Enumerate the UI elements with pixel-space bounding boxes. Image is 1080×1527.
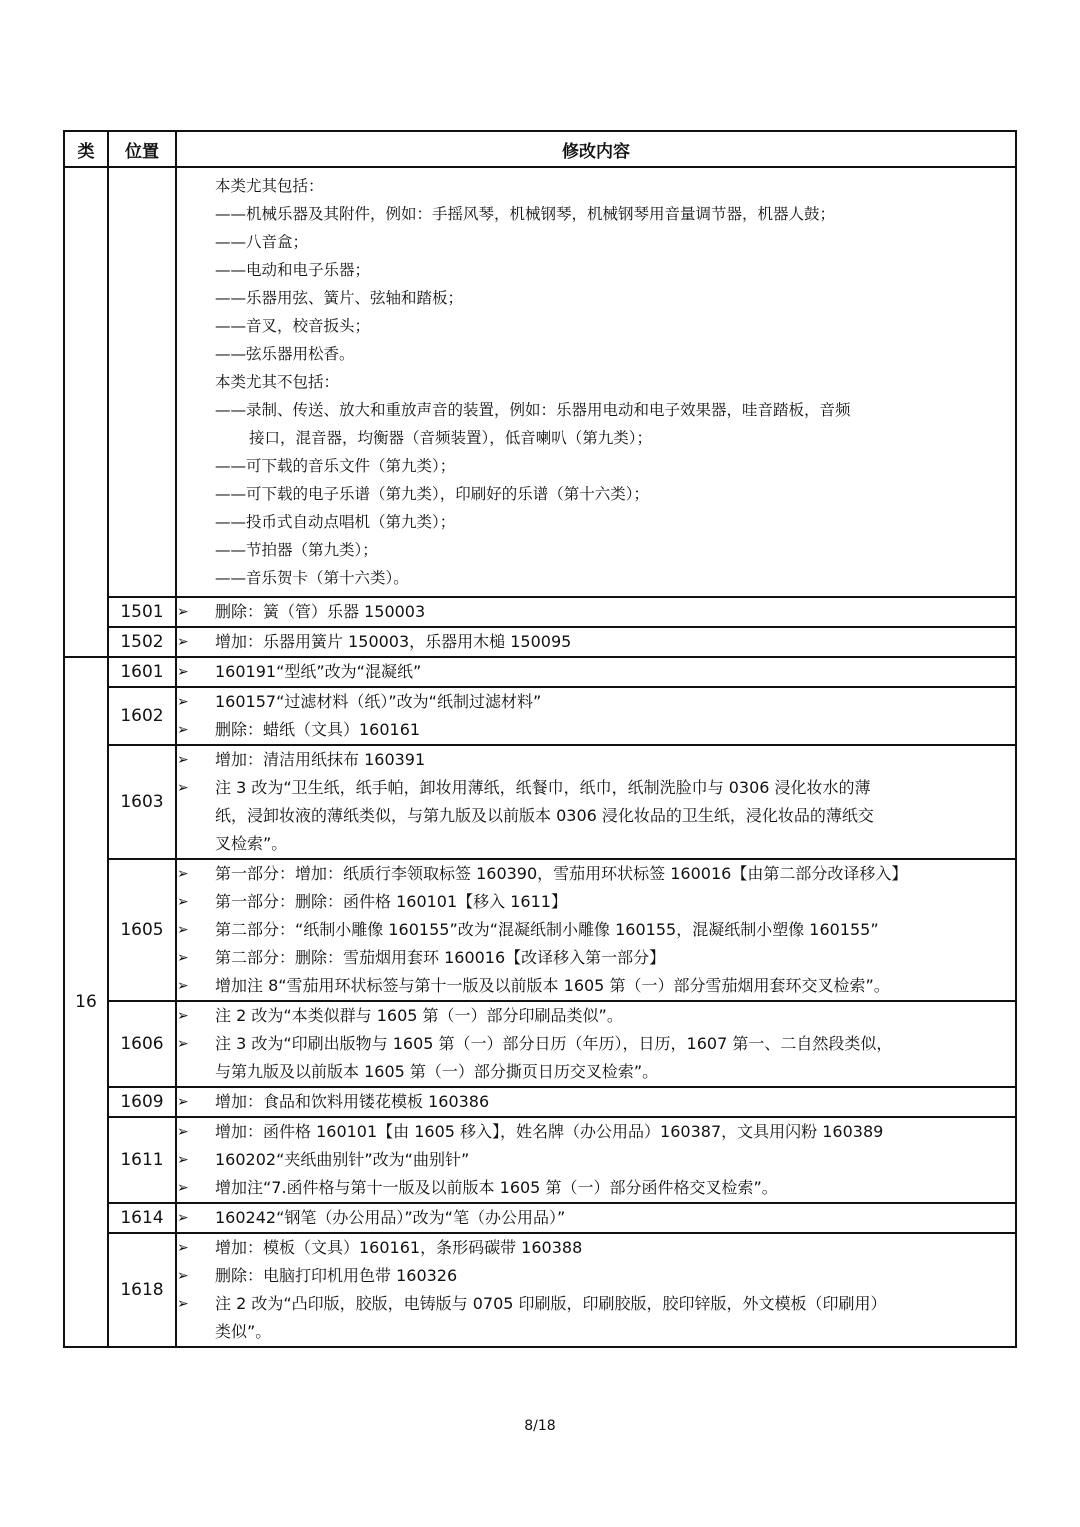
- intro-line: ——节拍器（第九类）；: [215, 541, 378, 559]
- content-cell: [176, 745, 1016, 859]
- table-row: [64, 167, 1016, 597]
- item-text: [215, 1234, 1015, 1262]
- item-line: 增加注“7.函件格与第十一版及以前版本 1605 第（一）部分函件格交叉检索”。: [215, 1178, 778, 1197]
- list-item: [177, 716, 1015, 744]
- table-row: [64, 1233, 1016, 1347]
- item-line: 叉检索”。: [215, 834, 288, 853]
- arrow-bullet-icon: ➢: [177, 694, 189, 710]
- intro-line: ——八音盒；: [215, 233, 309, 251]
- table-row: [64, 1203, 1016, 1233]
- arrow-bullet-icon: ➢: [177, 1240, 189, 1256]
- header-position: 位置: [108, 131, 176, 167]
- item-text: [215, 916, 1015, 944]
- item-line: 第一部分：删除：函件格 160101【移入 1611】: [215, 892, 567, 911]
- intro-line: ——可下载的音乐文件（第九类）；: [215, 457, 456, 475]
- table-row: [64, 687, 1016, 745]
- item-text: [215, 1174, 1015, 1202]
- arrow-bullet-icon: ➢: [177, 780, 189, 796]
- list-item: [177, 774, 1015, 858]
- list-item: [177, 1088, 1015, 1116]
- list-item: [177, 598, 1015, 626]
- item-line: 160191“型纸”改为“混凝纸”: [215, 662, 422, 681]
- position-cell: 1611: [108, 1117, 176, 1203]
- table-row: [64, 657, 1016, 687]
- arrow-bullet-icon: ➢: [177, 922, 189, 938]
- item-text: [215, 774, 1015, 858]
- header-row: [64, 131, 1016, 167]
- item-line: 增加：乐器用簧片 150003，乐器用木槌 150095: [215, 632, 572, 651]
- header-content: 修改内容: [176, 131, 1016, 167]
- intro-line: ——乐器用弦、簧片、弦轴和踏板；: [215, 289, 464, 307]
- amendment-table: [63, 130, 1017, 1348]
- item-text: [215, 716, 1015, 744]
- item-line: 删除：蜡纸（文具）160161: [215, 720, 421, 739]
- content-cell: [176, 1233, 1016, 1347]
- item-line: 与第九版及以前版本 1605 第（一）部分撕页日历交叉检索”。: [215, 1062, 659, 1081]
- page-number: 8/18: [524, 1418, 556, 1434]
- arrow-bullet-icon: ➢: [177, 722, 189, 738]
- arrow-bullet-icon: ➢: [177, 894, 189, 910]
- item-text: [215, 972, 1015, 1000]
- table-row: [64, 597, 1016, 627]
- position-cell: 1618: [108, 1233, 176, 1347]
- list-item: [177, 746, 1015, 774]
- intro-line: ——机械乐器及其附件，例如：手摇风琴，机械钢琴，机械钢琴用音量调节器，机器人鼓；: [215, 205, 836, 223]
- item-text: [215, 658, 1015, 686]
- list-item: [177, 1146, 1015, 1174]
- table-row: [64, 745, 1016, 859]
- intro-line: ——电动和电子乐器；: [215, 261, 371, 279]
- item-text: [215, 1146, 1015, 1174]
- item-text: [215, 1088, 1015, 1116]
- content-cell: [176, 1087, 1016, 1117]
- content-cell: [176, 859, 1016, 1001]
- intro-line: ——投币式自动点唱机（第九类）；: [215, 513, 456, 531]
- table-row: [64, 859, 1016, 1001]
- list-item: [177, 1118, 1015, 1146]
- item-text: [215, 598, 1015, 626]
- item-line: 增加：函件格 160101【由 1605 移入】，姓名牌（办公用品）160387，文具用闪粉 160389: [215, 1122, 884, 1141]
- item-line: 增加：清洁用纸抹布 160391: [215, 750, 426, 769]
- item-text: [215, 1290, 1015, 1346]
- item-line: 增加注 8“雪茄用环状标签与第十一版及以前版本 1605 第（一）部分雪茄烟用套环交叉检索”。: [215, 976, 890, 995]
- arrow-bullet-icon: ➢: [177, 950, 189, 966]
- table-row: [64, 627, 1016, 657]
- arrow-bullet-icon: ➢: [177, 634, 189, 650]
- arrow-bullet-icon: ➢: [177, 664, 189, 680]
- list-item: [177, 888, 1015, 916]
- intro-line: 本类尤其包括：: [215, 177, 324, 195]
- item-line: 增加：食品和饮料用镂花模板 160386: [215, 1092, 490, 1111]
- intro-line: ——可下载的电子乐谱（第九类），印刷好的乐谱（第十六类）；: [215, 485, 650, 503]
- arrow-bullet-icon: ➢: [177, 1268, 189, 1284]
- content-cell: [176, 1001, 1016, 1087]
- list-item: [177, 1030, 1015, 1086]
- list-item: [177, 1204, 1015, 1232]
- content-cell: [176, 627, 1016, 657]
- content-cell: [176, 597, 1016, 627]
- arrow-bullet-icon: ➢: [177, 1036, 189, 1052]
- item-line: 注 2 改为“本类似群与 1605 第（一）部分印刷品类似”。: [215, 1006, 623, 1025]
- item-line: 删除：电脑打印机用色带 160326: [215, 1266, 458, 1285]
- list-item: [177, 1290, 1015, 1346]
- item-line: 增加：模板（文具）160161，条形码碳带 160388: [215, 1238, 583, 1257]
- list-item: [177, 1002, 1015, 1030]
- position-cell: 1614: [108, 1203, 176, 1233]
- item-line: 类似”。: [215, 1322, 272, 1341]
- item-line: 160242“钢笔（办公用品）”改为“笔（办公用品）”: [215, 1208, 566, 1227]
- item-line: 第一部分：增加：纸质行李领取标签 160390，雪茄用环状标签 160016【由第二部分改译移入】: [215, 864, 908, 883]
- intro-line: 本类尤其不包括：: [215, 373, 340, 391]
- item-line: 第二部分：“纸制小雕像 160155”改为“混凝纸制小雕像 160155，混凝纸制小塑像 160155”: [215, 920, 879, 939]
- intro-line: ——音乐贺卡（第十六类）。: [215, 569, 409, 587]
- list-item: [177, 916, 1015, 944]
- table-row: [64, 1001, 1016, 1087]
- content-cell: [176, 1203, 1016, 1233]
- item-line: 注 3 改为“卫生纸，纸手帕，卸妆用薄纸，纸餐巾，纸巾，纸制洗脸巾与 0306 浸化妆水的薄: [215, 778, 871, 797]
- list-item: [177, 860, 1015, 888]
- item-text: [215, 944, 1015, 972]
- table-row: [64, 1117, 1016, 1203]
- arrow-bullet-icon: ➢: [177, 1180, 189, 1196]
- position-cell: [108, 167, 176, 597]
- table-row: [64, 1087, 1016, 1117]
- class-cell: 16: [64, 657, 108, 1347]
- arrow-bullet-icon: ➢: [177, 1008, 189, 1024]
- arrow-bullet-icon: ➢: [177, 1094, 189, 1110]
- arrow-bullet-icon: ➢: [177, 1296, 189, 1312]
- item-line: 注 3 改为“印刷出版物与 1605 第（一）部分日历（年历），日历，1607 第一、二自然段类似，: [215, 1034, 893, 1053]
- list-item: [177, 1234, 1015, 1262]
- item-line: 注 2 改为“凸印版，胶版，电铸版与 0705 印刷版，印刷胶版，胶印锌版，外文模板（印刷用）: [215, 1294, 887, 1313]
- item-text: [215, 1002, 1015, 1030]
- arrow-bullet-icon: ➢: [177, 978, 189, 994]
- arrow-bullet-icon: ➢: [177, 752, 189, 768]
- position-cell: 1605: [108, 859, 176, 1001]
- list-item: [177, 1262, 1015, 1290]
- intro-line: ——录制、传送、放大和重放声音的装置，例如：乐器用电动和电子效果器，哇音踏板，音频: [215, 401, 851, 419]
- item-text: [215, 860, 1015, 888]
- intro-line: ——音叉，校音扳头；: [215, 317, 371, 335]
- list-item: [177, 628, 1015, 656]
- position-cell: 1502: [108, 627, 176, 657]
- content-cell: [176, 687, 1016, 745]
- item-text: [215, 1030, 1015, 1086]
- arrow-bullet-icon: ➢: [177, 1124, 189, 1140]
- intro-line: ——弦乐器用松香。: [215, 345, 355, 363]
- list-item: [177, 658, 1015, 686]
- item-text: [215, 1262, 1015, 1290]
- arrow-bullet-icon: ➢: [177, 866, 189, 882]
- position-cell: 1602: [108, 687, 176, 745]
- list-item: [177, 944, 1015, 972]
- arrow-bullet-icon: ➢: [177, 604, 189, 620]
- header-class: 类: [64, 131, 108, 167]
- content-cell: [176, 1117, 1016, 1203]
- item-line: 纸，浸卸妆液的薄纸类似，与第九版及以前版本 0306 浸化妆品的卫生纸，浸化妆品的薄纸交: [215, 806, 874, 825]
- item-line: 第二部分：删除：雪茄烟用套环 160016【改译移入第一部分】: [215, 948, 666, 967]
- item-line: 160202“夹纸曲别针”改为“曲别针”: [215, 1150, 470, 1169]
- position-cell: 1609: [108, 1087, 176, 1117]
- item-text: [215, 746, 1015, 774]
- item-text: [215, 888, 1015, 916]
- arrow-bullet-icon: ➢: [177, 1210, 189, 1226]
- item-line: 160157“过滤材料（纸）”改为“纸制过滤材料”: [215, 692, 542, 711]
- item-text: [215, 628, 1015, 656]
- list-item: [177, 972, 1015, 1000]
- position-cell: 1601: [108, 657, 176, 687]
- arrow-bullet-icon: ➢: [177, 1152, 189, 1168]
- item-text: [215, 1118, 1015, 1146]
- content-cell: [176, 657, 1016, 687]
- list-item: [177, 1174, 1015, 1202]
- item-text: [215, 1204, 1015, 1232]
- position-cell: 1603: [108, 745, 176, 859]
- position-cell: 1501: [108, 597, 176, 627]
- list-item: [177, 688, 1015, 716]
- class-cell: [64, 167, 108, 657]
- item-line: 删除：簧（管）乐器 150003: [215, 602, 426, 621]
- intro-line: 接口，混音器，均衡器（音频装置），低音喇叭（第九类）；: [249, 429, 653, 447]
- item-text: [215, 688, 1015, 716]
- intro-cell: [176, 167, 1016, 597]
- position-cell: 1606: [108, 1001, 176, 1087]
